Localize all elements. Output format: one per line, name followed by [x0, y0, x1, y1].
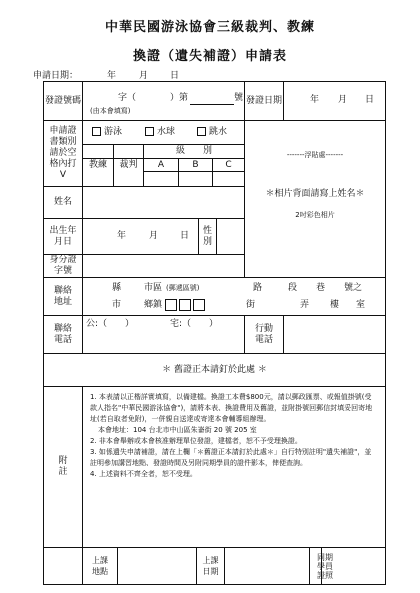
notes-label: 附註 — [58, 456, 68, 477]
issue-date-day: 日 — [365, 95, 375, 105]
course-date-label: 上課日期 — [202, 556, 219, 576]
postal-box-1[interactable] — [165, 299, 177, 311]
note-item-2: 2. 非本會舉辦或本會核准辦理單位發證，建檔者，恕不予受理換證。 — [90, 437, 302, 445]
referee-label: 裁判 — [119, 160, 138, 170]
cert-no-label: 發證號碼 — [44, 95, 81, 106]
id-field[interactable] — [83, 255, 244, 277]
option-label: 跳水 — [209, 127, 228, 137]
issue-date-year: 年 — [310, 95, 320, 105]
option-swimming[interactable] — [92, 127, 122, 138]
addr-city: 市區 — [144, 283, 163, 293]
addr-street: 街 — [246, 300, 256, 310]
note-address: 本會地址：104 台北市中山區朱崙街 20 號 205 室 — [98, 426, 257, 434]
course-location-field[interactable] — [118, 548, 196, 584]
course-location-label: 上課地點 — [92, 556, 108, 576]
phone-home: 宅:（ ） — [170, 319, 219, 329]
id-label: 身分證字號 — [49, 255, 77, 276]
addr-room: 室 — [356, 300, 366, 310]
birth-label: 出生年月日 — [49, 225, 77, 247]
addr-floor: 樓 — [330, 300, 340, 310]
postal-box-2[interactable] — [179, 299, 191, 311]
issue-date-label: 發證日期 — [245, 95, 282, 106]
apply-date-day: 日 — [170, 71, 180, 81]
cert-no-mid: ）第 — [170, 93, 189, 103]
option-label: 水球 — [157, 127, 176, 137]
coach-label: 教練 — [88, 160, 107, 170]
phone-label: 聯絡電話 — [53, 323, 72, 345]
addr-county: 縣 — [112, 283, 122, 293]
addr-road: 路 — [253, 283, 263, 293]
cert-no-underline — [190, 104, 234, 105]
cert-no-note: (由本會填寫) — [90, 107, 131, 115]
level-label: 級 別 — [175, 146, 212, 156]
addr-postal-note: (郵遞區號) — [166, 284, 200, 292]
form-title-line2: 換證（遺失補證）申請表 — [132, 49, 287, 64]
postal-box-3[interactable] — [193, 299, 205, 311]
cert-no-pre: 字（ — [118, 93, 137, 103]
addr-alley: 弄 — [300, 300, 310, 310]
addr-city2: 市 — [112, 300, 122, 310]
addr-number: 號之 — [344, 283, 363, 293]
option-diving[interactable] — [197, 127, 227, 138]
cert-no-post: 號 — [234, 93, 244, 103]
mobile-label: 行動電話 — [254, 323, 273, 345]
photo-back-note: ＊相片背面請寫上姓名＊ — [265, 189, 365, 199]
option-waterpolo[interactable] — [145, 127, 175, 138]
checkbox-icon[interactable] — [92, 127, 101, 136]
note-item-3: 3. 如係遺失申請補證，請在上欄「＊舊證正本請釘於此處＊」自行特別註明"遺失補證"，並註明參加講習地點、發證時間及另附同期學員的證件影本，俾便查詢。 — [90, 448, 372, 467]
gender-field[interactable] — [217, 219, 244, 254]
course-date-field[interactable] — [225, 548, 309, 584]
form-title-line1: 中華民國游泳協會三級裁判、教練 — [104, 20, 315, 35]
category-label: 申請證書類別請於空格內打V — [49, 126, 77, 180]
option-label: 游泳 — [104, 127, 123, 137]
level-c: C — [225, 159, 232, 170]
notes-list — [90, 392, 378, 480]
checkbox-icon[interactable] — [145, 127, 154, 136]
birth-month: 月 — [149, 231, 159, 241]
level-a: A — [157, 159, 165, 170]
address-label: 聯絡地址 — [53, 285, 72, 307]
addr-lane: 巷 — [316, 283, 326, 293]
gender-label: 性別 — [202, 225, 212, 247]
peer-photo-label: 同期學員證照 — [317, 552, 333, 580]
addr-section: 段 — [288, 283, 298, 293]
name-label: 姓名 — [53, 197, 72, 207]
photo-size-note: 2吋彩色相片 — [295, 211, 335, 219]
phone-office: 公:（ ） — [86, 319, 135, 329]
mobile-field[interactable] — [284, 316, 385, 353]
note-item-1: 1. 本表請以正楷詳實填寫，以備建檔。換證工本費$800元，請以郵政匯票、或報值掛號(受款人指名"中華民國游泳協會")，請將本表、換證費用及舊證，並附掛號回郵信封填妥回寄地址(若自取者免附)，一併親自送達或寄達本會輔導組辦理。 — [90, 393, 373, 423]
apply-date-year: 年 — [107, 71, 117, 81]
apply-date-month: 月 — [139, 71, 149, 81]
birth-day: 日 — [180, 231, 190, 241]
note-item-4: 4. 上述資料不齊全者，恕不受理。 — [90, 470, 197, 478]
addr-township: 鄉鎮 — [144, 300, 163, 310]
birth-year: 年 — [117, 231, 127, 241]
issue-date-month: 月 — [338, 95, 348, 105]
apply-date-label: 申請日期： — [33, 71, 79, 81]
photo-paste-label: -------浮貼處------- — [286, 151, 344, 159]
level-b: B — [192, 159, 199, 170]
checkbox-icon[interactable] — [197, 127, 206, 136]
old-cert-attach-area: ＊ 舊證正本請釘於此處 ＊ — [162, 364, 267, 375]
name-field[interactable] — [83, 187, 244, 218]
